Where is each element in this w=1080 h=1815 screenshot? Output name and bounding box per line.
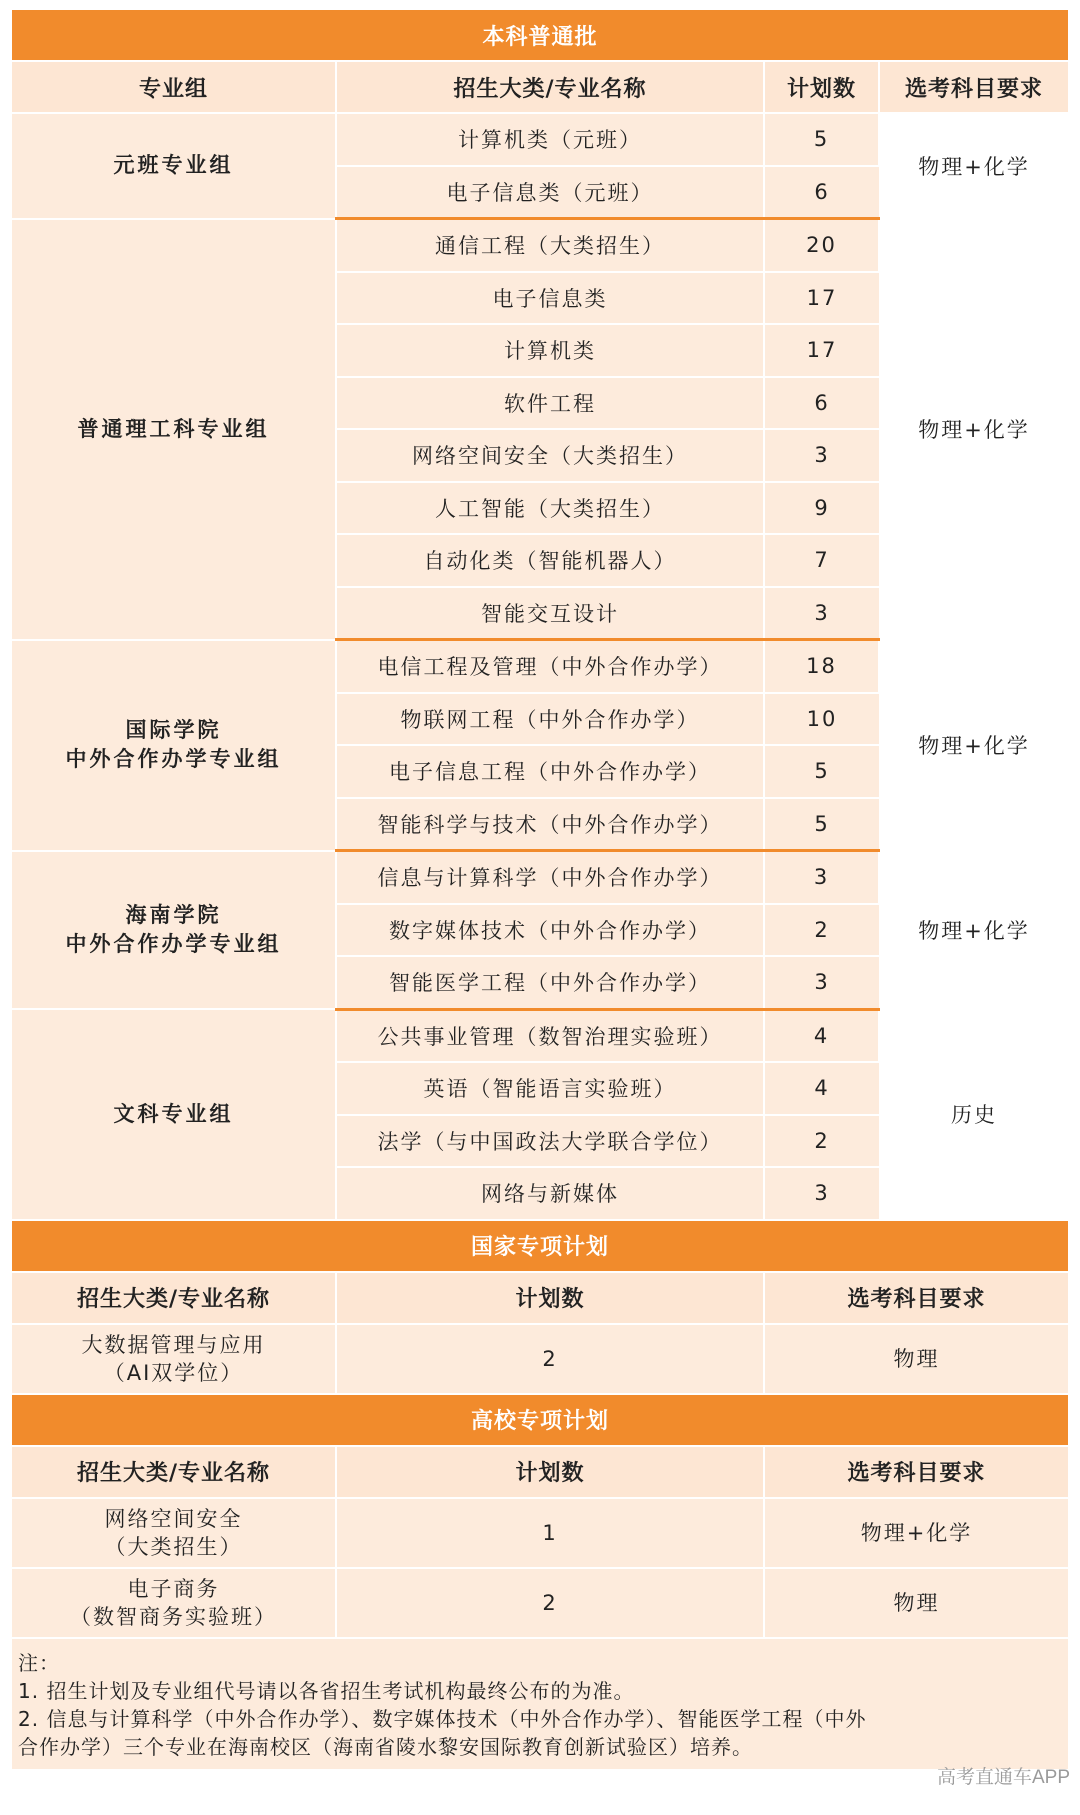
subject-requirement: 物理 xyxy=(764,1324,1068,1394)
plan-count: 2 xyxy=(764,1115,879,1168)
major-name xyxy=(12,1324,336,1394)
major-name: 软件工程 xyxy=(336,377,764,430)
header-subject: 选考科目要求 xyxy=(764,1446,1068,1498)
note-line: 1. 招生计划及专业组代号请以各省招生考试机构最终公布的为准。 xyxy=(18,1678,635,1703)
plan-count: 5 xyxy=(764,113,879,166)
major-name: 通信工程（大类招生） xyxy=(336,219,764,272)
plan-count: 3 xyxy=(764,1167,879,1220)
major-name: 人工智能（大类招生） xyxy=(336,482,764,535)
group-name-line1: 国际学院 xyxy=(125,718,222,742)
notes-title: 注： xyxy=(18,1650,60,1675)
group-name: 元班专业组 xyxy=(12,113,336,219)
header-plan: 计划数 xyxy=(764,61,879,113)
plan-count: 7 xyxy=(764,534,879,587)
header-plan: 计划数 xyxy=(336,1272,764,1324)
plan-count: 3 xyxy=(764,587,879,640)
plan-count: 17 xyxy=(764,324,879,377)
subject-requirement: 物理 xyxy=(764,1568,1068,1638)
subject-requirement: 物理+化学 xyxy=(764,1498,1068,1568)
header-major: 招生大类/专业名称 xyxy=(12,1272,336,1324)
group-name-line1: 海南学院 xyxy=(125,902,222,927)
section-title-national: 国家专项计划 xyxy=(12,1221,1068,1272)
plan-count: 5 xyxy=(764,745,879,798)
major-name: 计算机类 xyxy=(336,324,764,377)
major-name: 电信工程及管理（中外合作办学） xyxy=(336,640,764,693)
major-name xyxy=(12,1498,336,1568)
table-row xyxy=(12,1324,1068,1394)
table-row xyxy=(12,1498,1068,1568)
plan-count: 5 xyxy=(764,798,879,851)
major-name: 智能科学与技术（中外合作办学） xyxy=(336,798,764,851)
major-name: 智能医学工程（中外合作办学） xyxy=(336,956,764,1009)
subject-requirement: 历史 xyxy=(879,1009,1068,1220)
plan-count: 17 xyxy=(764,272,879,325)
plan-count: 4 xyxy=(764,1062,879,1115)
major-name-line1: 电子商务 xyxy=(127,1576,220,1601)
plan-count: 3 xyxy=(764,851,879,904)
group-name-line2: 中外合作办学专业组 xyxy=(65,747,282,771)
plan-count: 3 xyxy=(764,429,879,482)
header-major: 招生大类/专业名称 xyxy=(12,1446,336,1498)
major-name: 电子信息类（元班） xyxy=(336,166,764,219)
major-name xyxy=(12,1568,336,1638)
major-name: 英语（智能语言实验班） xyxy=(336,1062,764,1115)
major-name: 电子信息工程（中外合作办学） xyxy=(336,745,764,798)
section-title-regular: 本科普通批 xyxy=(12,10,1068,61)
plan-count: 18 xyxy=(764,640,879,693)
major-name: 电子信息类 xyxy=(336,272,764,325)
major-name: 公共事业管理（数智治理实验班） xyxy=(336,1009,764,1062)
header-group: 专业组 xyxy=(12,61,336,113)
major-name: 自动化类（智能机器人） xyxy=(336,534,764,587)
major-name: 计算机类（元班） xyxy=(336,113,764,166)
subject-requirement: 物理+化学 xyxy=(879,640,1068,851)
header-subject: 选考科目要求 xyxy=(879,61,1068,113)
plan-count: 9 xyxy=(764,482,879,535)
major-name: 智能交互设计 xyxy=(336,587,764,640)
section-title-university: 高校专项计划 xyxy=(12,1395,1068,1446)
regular-batch-table xyxy=(12,10,1068,1221)
major-name: 信息与计算科学（中外合作办学） xyxy=(336,851,764,904)
plan-count: 2 xyxy=(336,1568,764,1638)
table-row xyxy=(12,1568,1068,1638)
plan-count: 4 xyxy=(764,1009,879,1062)
major-name: 物联网工程（中外合作办学） xyxy=(336,693,764,746)
national-plan-table xyxy=(12,1221,1068,1395)
subject-requirement: 物理+化学 xyxy=(879,851,1068,1010)
plan-count: 2 xyxy=(336,1324,764,1394)
header-subject: 选考科目要求 xyxy=(764,1272,1068,1324)
header-plan: 计划数 xyxy=(336,1446,764,1498)
subject-requirement: 物理+化学 xyxy=(879,219,1068,640)
major-name-line1: 大数据管理与应用 xyxy=(81,1332,266,1357)
plan-count: 10 xyxy=(764,693,879,746)
major-name-line1: 网络空间安全 xyxy=(104,1506,243,1531)
plan-count: 6 xyxy=(764,166,879,219)
plan-count: 6 xyxy=(764,377,879,430)
group-name: 普通理工科专业组 xyxy=(12,219,336,640)
major-name-line2: （AI双学位） xyxy=(103,1360,244,1385)
major-name: 数字媒体技术（中外合作办学） xyxy=(336,904,764,957)
major-name: 网络与新媒体 xyxy=(336,1167,764,1220)
plan-count: 2 xyxy=(764,904,879,957)
note-line: 2. 信息与计算科学（中外合作办学）、数字媒体技术（中外合作办学）、智能医学工程（中外 xyxy=(18,1706,867,1731)
major-name: 法学（与中国政法大学联合学位） xyxy=(336,1115,764,1168)
group-name xyxy=(12,640,336,851)
plan-count: 3 xyxy=(764,956,879,1009)
group-name-line2: 中外合作办学专业组 xyxy=(65,931,282,956)
group-name xyxy=(12,851,336,1010)
header-major: 招生大类/专业名称 xyxy=(336,61,764,113)
university-plan-table xyxy=(12,1395,1068,1639)
plan-count: 20 xyxy=(764,219,879,272)
notes xyxy=(12,1639,1068,1769)
major-name-line2: （大类招生） xyxy=(104,1534,243,1559)
watermark: 高考直通车APP xyxy=(936,1767,1070,1788)
major-name: 网络空间安全（大类招生） xyxy=(336,429,764,482)
subject-requirement: 物理+化学 xyxy=(879,113,1068,219)
plan-count: 1 xyxy=(336,1498,764,1568)
note-line: 合作办学）三个专业在海南校区（海南省陵水黎安国际教育创新试验区）培养。 xyxy=(18,1734,753,1759)
major-name-line2: （数智商务实验班） xyxy=(70,1604,277,1629)
enrollment-plan xyxy=(12,10,1068,1769)
group-name: 文科专业组 xyxy=(12,1009,336,1220)
